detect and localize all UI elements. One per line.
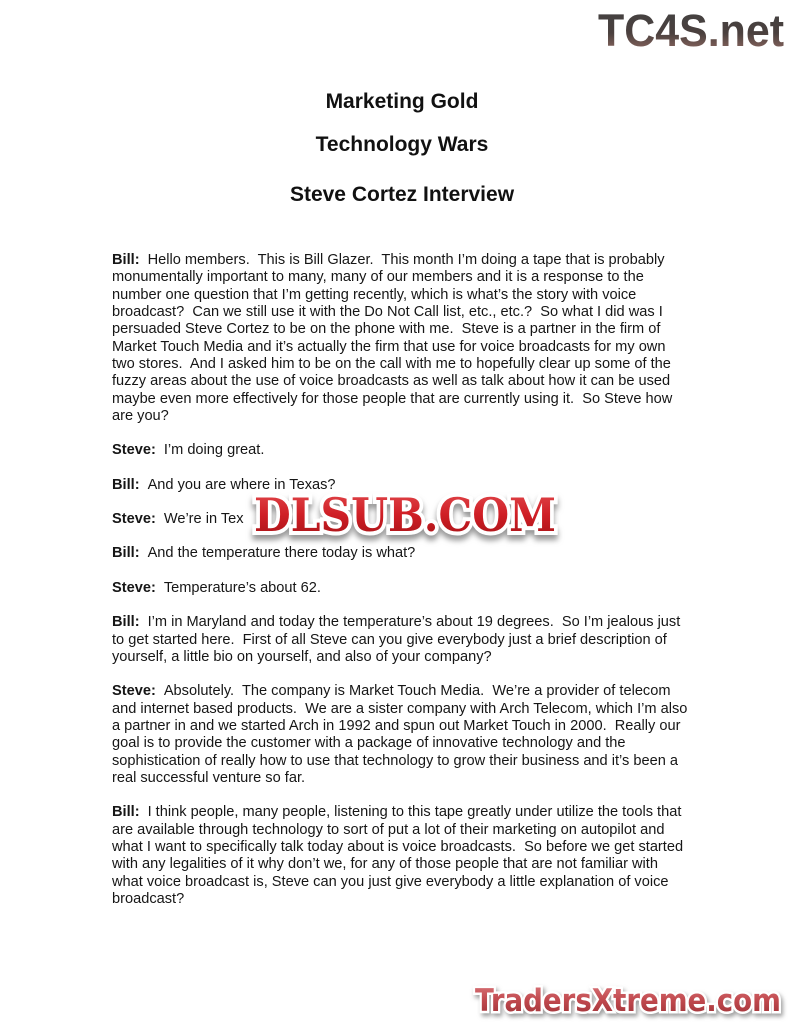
transcript-paragraph [112, 580, 692, 597]
speech-text: Hello members. This is Bill Glazer. This month I’m doing a tape that is probably monumentally important to many, many of our members and it is a response to the number one question that I’m getting recently, which is what’s the story with voice broadcast? Can we still use it with the Do Not Call list, etc., etc.? So what I did was I persuaded Steve Cortez to be on the phone with me. Steve is a partner in the firm of Market Touch Media and it’s actually the firm that use for voice broadcasts for my own two stores. And I asked him to be on the call with me to hopefully clear up some of the fuzzy areas about the use of voice broadcasts as well as talk about how it can be used maybe even more effectively for those people that are currently using it. So Steve how are you? [112, 252, 677, 425]
speech-text: Temperature’s about 62. [163, 579, 321, 596]
speech-text: And the temperature there today is what? [147, 545, 416, 562]
transcript [112, 252, 692, 908]
transcript-paragraph [112, 614, 692, 666]
speaker-label: Bill: [112, 804, 140, 821]
speech-text: I’m doing great. [163, 442, 265, 459]
speaker-label: Bill: [112, 614, 140, 631]
speaker-label: Steve: [112, 683, 156, 700]
speech-text: I’m in Maryland and today the temperature’s about 19 degrees. So I’m jealous just to get started here. First of all Steve can you give everybody just a brief description of yourself, a little bio on yourself, and also of your company? [112, 614, 685, 665]
doc-heading: Steve Cortez Interview [289, 183, 515, 206]
speech-text: I think people, many people, listening to this tape greatly under utilize the tools that are available through technology to sort of put a lot of their marketing on autopilot and what I want to specifically talk today about is voice broadcasts. So before we get started with any legalities of it why don’t we, for any of those people that are not familiar with what voice broadcast is, Steve can you just give everybody a little explanation of voice broadcast? [112, 804, 688, 907]
speech-text: And you are where in Texas? [147, 476, 336, 493]
speech-text: We’re in Tex [163, 511, 244, 528]
doc-subtitle: Technology Wars [315, 133, 489, 156]
tc4s-logo-text: TC4S.net [598, 8, 785, 54]
tradersxtreme-logo [467, 977, 789, 1024]
dlsub-watermark [240, 486, 570, 551]
tradersxtreme-logo-text: TradersXtreme.com [475, 983, 781, 1019]
transcript-paragraph [112, 683, 692, 787]
dlsub-watermark-text: DLSUB.COM [254, 488, 556, 542]
speaker-label: Bill: [112, 545, 140, 562]
speech-text: Absolutely. The company is Market Touch Media. We’re a provider of telecom and internet based products. We are a sister company with Arch Telecom, which I’m also a partner in and we started Arch in 1992 and spun out Market Touch in 2000. Really our goal is to provide the customer with a package of innovative technology and the sophistication of really how to use that technology to grow their business and it’s been a real successful venture so far. [112, 683, 692, 786]
speaker-label: Steve: [112, 579, 156, 596]
speaker-label: Steve: [112, 442, 156, 459]
transcript-paragraph [112, 442, 692, 459]
transcript-paragraph [112, 804, 692, 908]
document-body [112, 0, 692, 925]
speaker-label: Bill: [112, 476, 140, 493]
speaker-label: Steve: [112, 511, 156, 528]
transcript-paragraph [112, 252, 692, 425]
speaker-label: Bill: [112, 252, 140, 268]
doc-title: Marketing Gold [325, 90, 479, 113]
dlsub-watermark-image [240, 486, 570, 546]
tradersxtreme-logo-image [467, 977, 789, 1023]
